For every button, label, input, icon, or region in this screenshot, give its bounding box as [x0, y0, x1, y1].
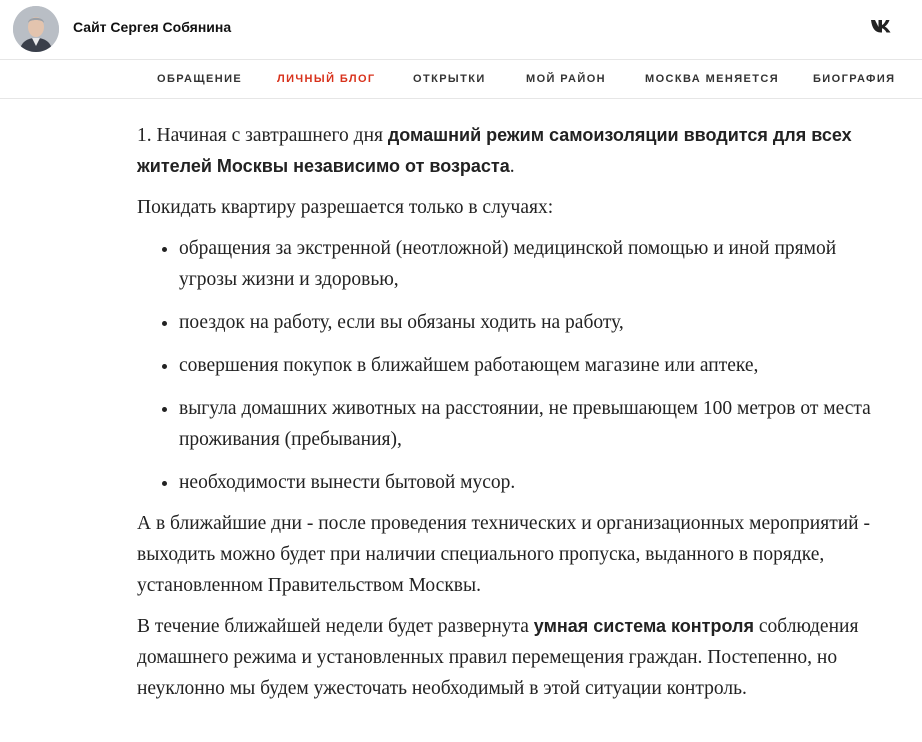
list-item: • необходимости вынести бытовой мусор.: [179, 467, 897, 498]
avatar[interactable]: [13, 6, 59, 52]
paragraph-1-prefix: 1. Начиная с завтрашнего дня: [137, 125, 388, 146]
paragraph-4-bold: умная система контроля: [533, 616, 754, 636]
paragraph-3: А в ближайшие дни - после проведения технических и организационных мероприятий - выходить можно будет при наличии специального пропуска, выданного в порядке, установленном Правительством Москвы.: [137, 513, 870, 596]
main-nav: [0, 60, 922, 99]
nav-item-biografiya[interactable]: БИОГРАФИЯ: [813, 73, 896, 85]
site-header: [0, 0, 922, 60]
list-item: • выгула домашних животных на расстоянии, не превышающем 100 метров от места проживания (пребывания),: [179, 393, 897, 455]
avatar-portrait-icon: [13, 6, 59, 52]
nav-item-lichny-blog[interactable]: ЛИЧНЫЙ БЛОГ: [277, 73, 376, 85]
paragraph-1-bold: домашний режим самоизоляции вводится для всех жителей Москвы независимо от возраста: [137, 125, 852, 176]
article-body: [137, 120, 897, 714]
list-item: • обращения за экстренной (неотложной) медицинской помощью и иной прямой угрозы жизни и здоровью,: [179, 233, 897, 295]
allowed-cases-list: [137, 233, 897, 498]
paragraph-1: [137, 120, 897, 182]
paragraph-4-prefix: В течение ближайшей недели будет развернута: [137, 616, 534, 637]
paragraph-4: [137, 611, 897, 704]
site-title[interactable]: Сайт Сергея Собянина: [73, 19, 232, 35]
list-item: • совершения покупок в ближайшем работающем магазине или аптеке,: [179, 350, 897, 381]
paragraph-1-suffix: .: [509, 156, 515, 177]
list-item: • поездок на работу, если вы обязаны ходить на работу,: [179, 307, 897, 338]
nav-item-obrashchenie[interactable]: ОБРАЩЕНИЕ: [157, 73, 243, 85]
vk-icon[interactable]: [870, 18, 892, 34]
nav-item-otkrytki[interactable]: ОТКРЫТКИ: [413, 73, 486, 85]
paragraph-4-suffix: соблюдения домашнего режима и установленных правил перемещения граждан. Постепенно, но неуклонно мы будем ужесточать необходимый в этой ситуации контроль.: [137, 616, 859, 699]
paragraph-2: Покидать квартиру разрешается только в случаях:: [137, 197, 554, 218]
nav-item-moy-rayon[interactable]: МОЙ РАЙОН: [526, 73, 607, 85]
nav-item-moskva-menyaetsya[interactable]: МОСКВА МЕНЯЕТСЯ: [645, 73, 780, 85]
